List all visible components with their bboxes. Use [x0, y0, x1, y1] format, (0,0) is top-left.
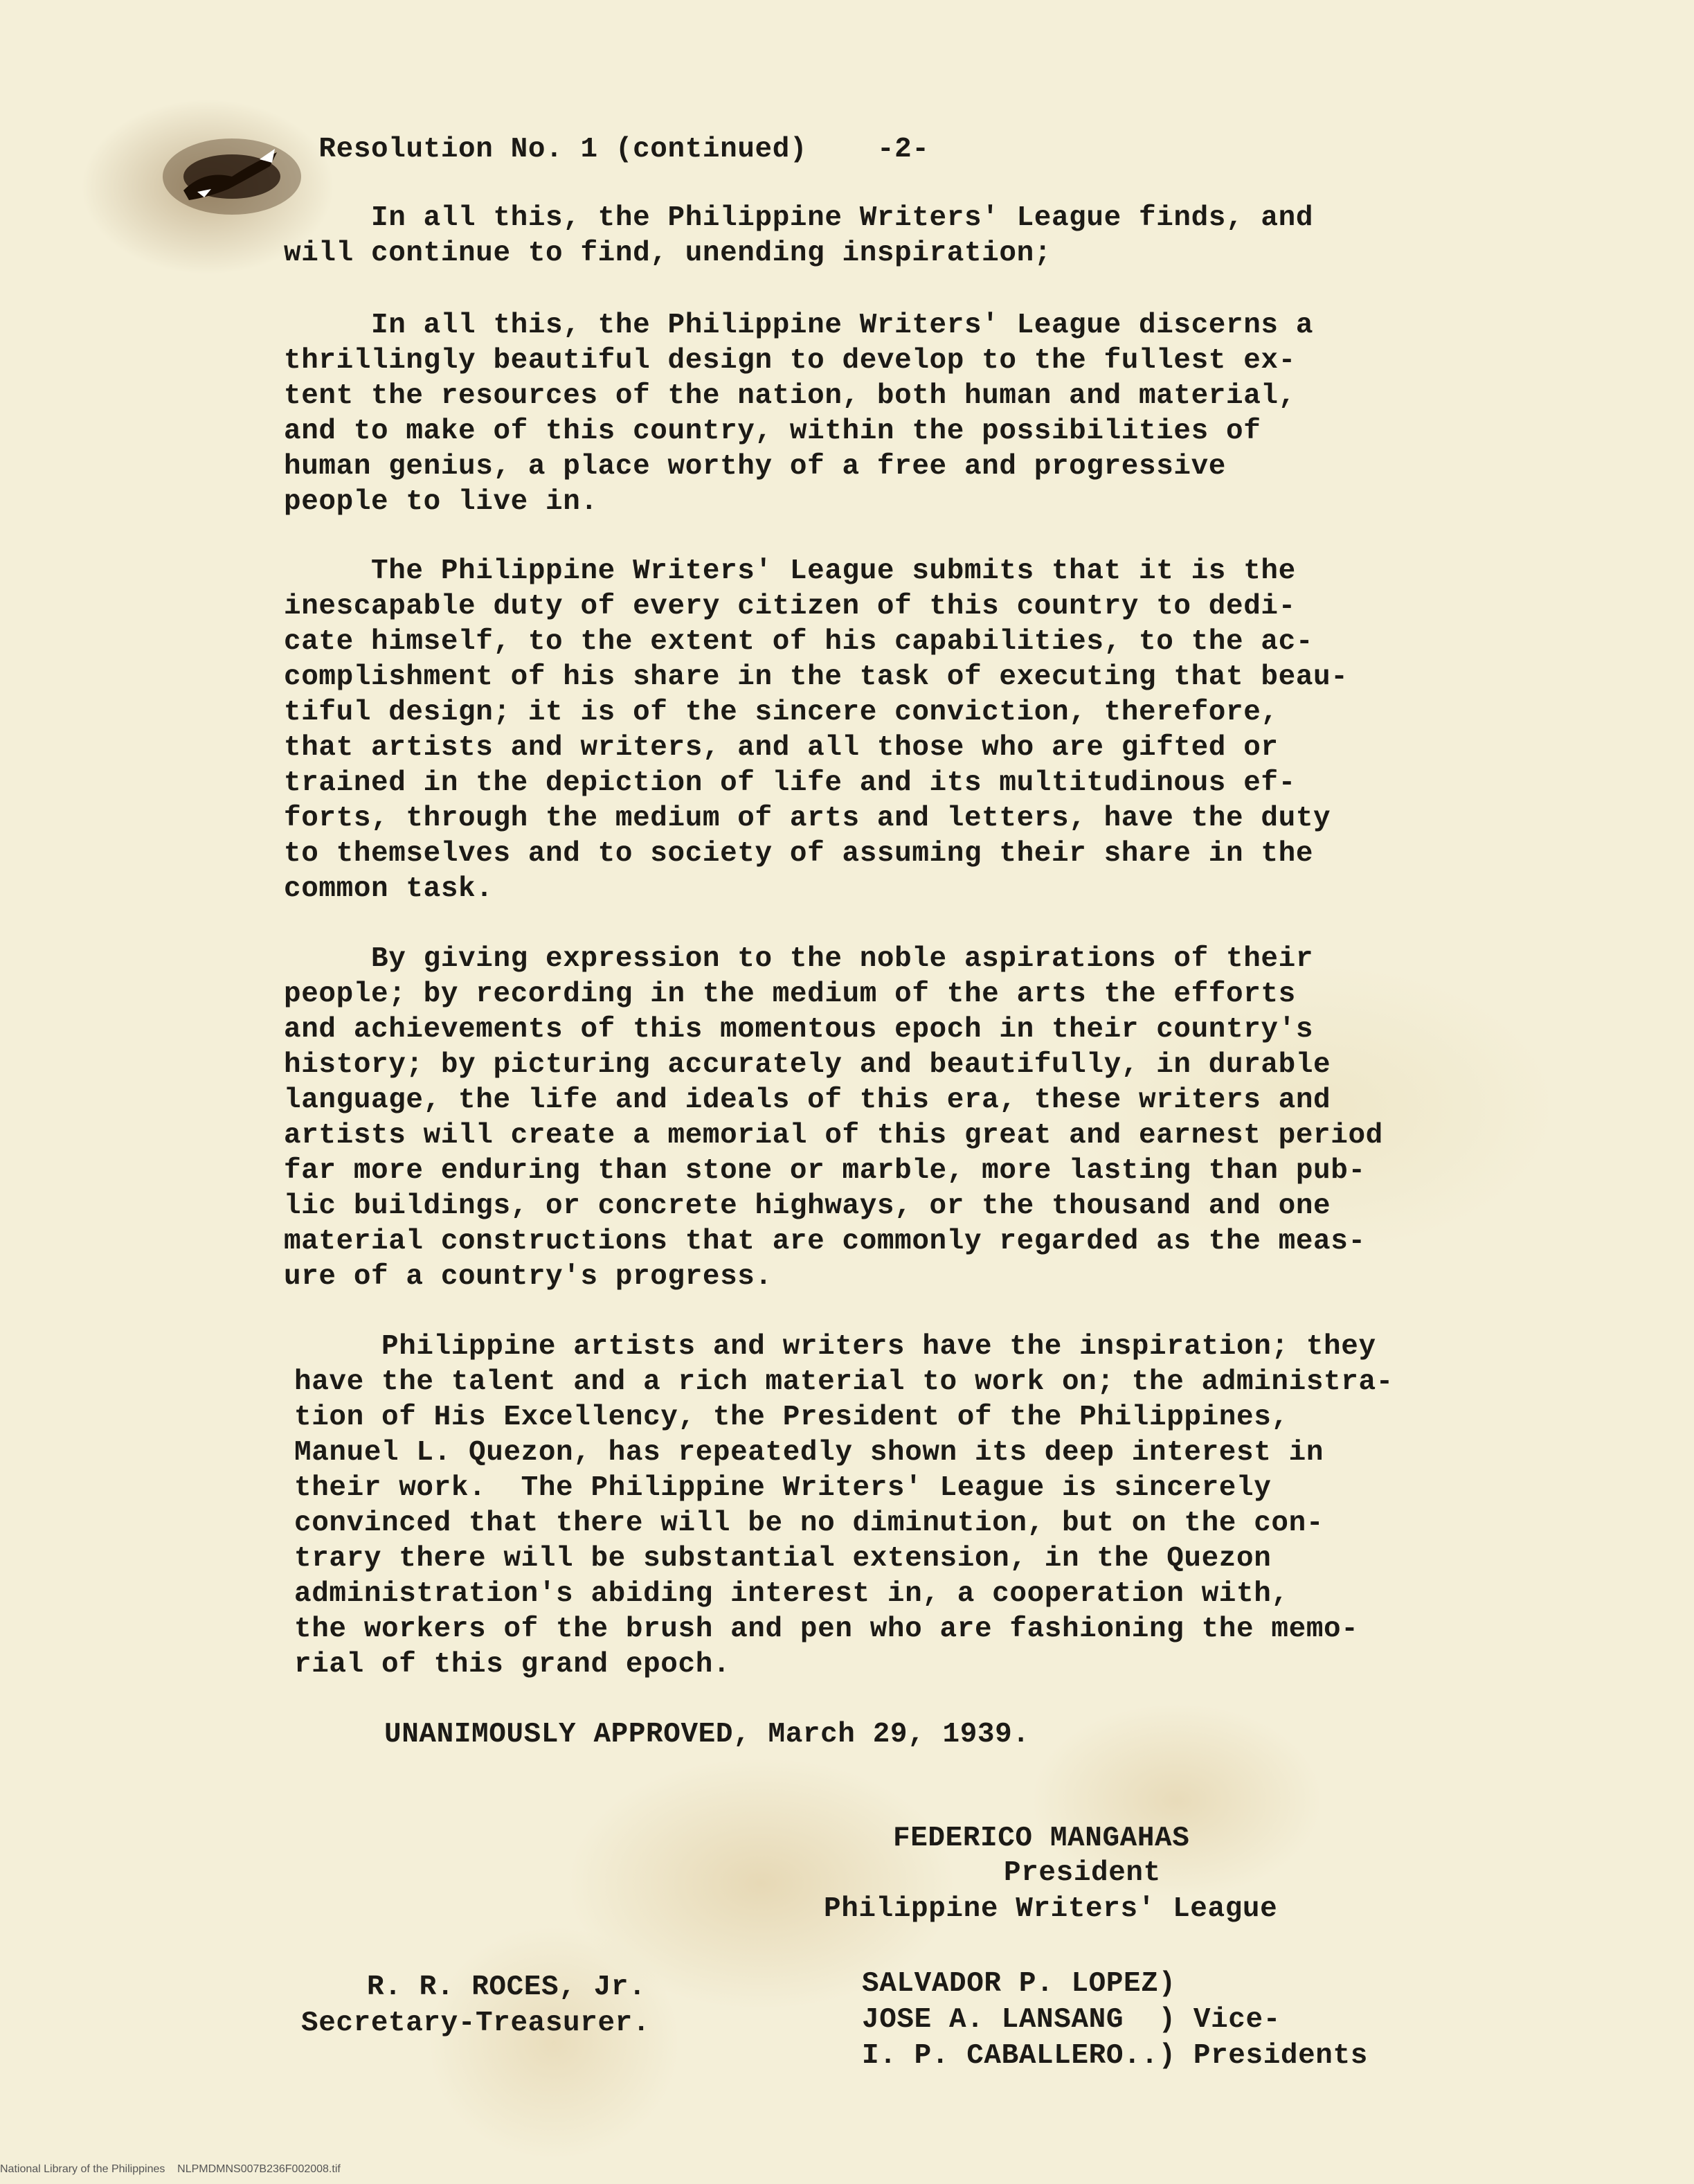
president-org: Philippine Writers' League — [824, 1893, 1278, 1925]
text-line: common task. — [284, 873, 494, 905]
text-line: far more enduring than stone or marble, more lasting than pub- — [284, 1155, 1366, 1187]
approval-line: UNANIMOUSLY APPROVED, March 29, 1939. — [384, 1719, 1030, 1751]
vice-president-line: SALVADOR P. LOPEZ) — [862, 1968, 1176, 2000]
text-line: tent the resources of the nation, both human and material, — [284, 380, 1296, 412]
paragraph-4 — [284, 942, 1447, 1295]
text-line: In all this, the Philippine Writers' League finds, and — [284, 202, 1314, 234]
president-title: President — [1004, 1857, 1161, 1889]
text-line: Philippine artists and writers have the inspiration; they — [294, 1331, 1376, 1363]
text-line: convinced that there will be no diminution, but on the con- — [294, 1507, 1324, 1539]
text-line: artists will create a memorial of this great and earnest period — [284, 1120, 1383, 1152]
text-line: cate himself, to the extent of his capabilities, to the ac- — [284, 626, 1314, 658]
text-line: people; by recording in the medium of the arts the efforts — [284, 978, 1296, 1010]
text-line: trained in the depiction of life and its multitudinous ef- — [284, 767, 1296, 799]
text-line: In all this, the Philippine Writers' League discerns a — [284, 310, 1314, 341]
text-line: and to make of this country, within the possibilities of — [284, 415, 1261, 447]
paragraph-5 — [294, 1330, 1457, 1683]
archive-footer: National Library of the Philippines NLPMDMNS007B236F002008.tif — [0, 2163, 341, 2175]
text-line: inescapable duty of every citizen of this country to dedi- — [284, 591, 1296, 623]
text-line: that artists and writers, and all those who are gifted or — [284, 732, 1279, 764]
text-line: people to live in. — [284, 486, 598, 518]
text-line: to themselves and to society of assuming their share in the — [284, 838, 1314, 870]
text-line: language, the life and ideals of this era, these writers and — [284, 1084, 1331, 1116]
text-line: complishment of his share in the task of executing that beau- — [284, 661, 1349, 693]
text-line: history; by picturing accurately and beautifully, in durable — [284, 1049, 1331, 1081]
text-line: administration's abiding interest in, a cooperation with, — [294, 1578, 1289, 1610]
text-line: trary there will be substantial extension, in the Quezon — [294, 1543, 1272, 1575]
text-line: By giving expression to the noble aspirations of their — [284, 943, 1314, 975]
text-line: Manuel L. Quezon, has repeatedly shown its deep interest in — [294, 1437, 1324, 1469]
text-line: tiful design; it is of the sincere conviction, therefore, — [284, 697, 1279, 728]
vice-president-line: JOSE A. LANSANG ) Vice- — [862, 2004, 1281, 2036]
text-line: thrillingly beautiful design to develop to the fullest ex- — [284, 345, 1296, 377]
text-line: The Philippine Writers' League submits that it is the — [284, 555, 1296, 587]
text-line: and achievements of this momentous epoch in their country's — [284, 1014, 1314, 1046]
text-line: have the talent and a rich material to work on; the administra- — [294, 1366, 1394, 1398]
text-line: rial of this grand epoch. — [294, 1649, 731, 1681]
secretary-name: R. R. ROCES, Jr. — [367, 1971, 647, 2003]
resolution-heading — [284, 97, 930, 168]
text-line: will continue to find, unending inspiration; — [284, 238, 1052, 269]
page-number: -2- — [876, 134, 930, 165]
secretary-title: Secretary-Treasurer. — [301, 2007, 651, 2039]
president-name: FEDERICO MANGAHAS — [893, 1823, 1190, 1854]
text-line: human genius, a place worthy of a free and progressive — [284, 451, 1227, 483]
paragraph-2 — [284, 308, 1447, 520]
text-line: material constructions that are commonly regarded as the meas- — [284, 1226, 1366, 1257]
paragraph-1 — [284, 201, 1447, 271]
paragraph-3 — [284, 554, 1447, 907]
text-line: ure of a country's progress. — [284, 1261, 773, 1293]
vice-president-line: I. P. CABALLERO..) Presidents — [862, 2040, 1368, 2072]
text-line: their work. The Philippine Writers' League is sincerely — [294, 1472, 1272, 1504]
text-line: the workers of the brush and pen who are fashioning the memo- — [294, 1613, 1359, 1645]
text-line: tion of His Excellency, the President of the Philippines, — [294, 1402, 1289, 1433]
heading-text: Resolution No. 1 (continued) — [318, 134, 808, 165]
text-line: lic buildings, or concrete highways, or the thousand and one — [284, 1190, 1331, 1222]
text-line: forts, through the medium of arts and letters, have the duty — [284, 803, 1331, 834]
